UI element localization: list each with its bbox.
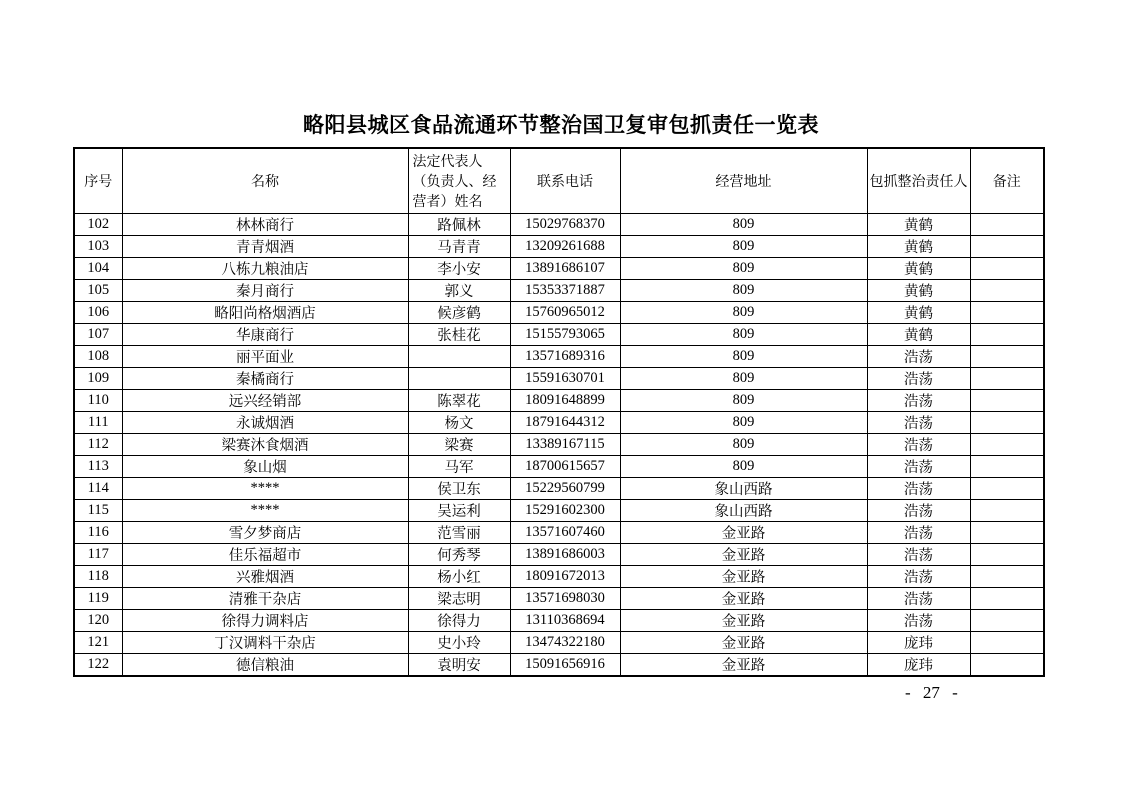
- cell-address: 金亚路: [620, 544, 867, 566]
- cell-responsible: 黄鹤: [867, 236, 970, 258]
- cell-address: 809: [620, 434, 867, 456]
- cell-representative: [408, 346, 510, 368]
- table-row: [74, 566, 1044, 588]
- cell-representative: 李小安: [408, 258, 510, 280]
- cell-phone: 15155793065: [510, 324, 620, 346]
- cell-representative: 袁明安: [408, 654, 510, 677]
- cell-representative: 郭义: [408, 280, 510, 302]
- cell-responsible: 浩荡: [867, 544, 970, 566]
- cell-representative: 路佩林: [408, 214, 510, 236]
- cell-phone: 13209261688: [510, 236, 620, 258]
- cell-representative: 梁赛: [408, 434, 510, 456]
- cell-name: ****: [122, 500, 408, 522]
- cell-name: 秦橘商行: [122, 368, 408, 390]
- cell-phone: 13571607460: [510, 522, 620, 544]
- cell-responsible: 浩荡: [867, 610, 970, 632]
- cell-address: 809: [620, 324, 867, 346]
- cell-representative: 杨文: [408, 412, 510, 434]
- cell-phone: 18091672013: [510, 566, 620, 588]
- cell-address: 809: [620, 390, 867, 412]
- cell-name: 清雅干杂店: [122, 588, 408, 610]
- table-row: [74, 302, 1044, 324]
- cell-address: 金亚路: [620, 654, 867, 677]
- cell-address: 金亚路: [620, 610, 867, 632]
- cell-phone: 18091648899: [510, 390, 620, 412]
- table-row: [74, 500, 1044, 522]
- cell-representative: 何秀琴: [408, 544, 510, 566]
- cell-representative: 史小玲: [408, 632, 510, 654]
- cell-phone: 13891686107: [510, 258, 620, 280]
- cell-name: 青青烟酒: [122, 236, 408, 258]
- cell-remark: [970, 368, 1044, 390]
- cell-representative: 候彦鹤: [408, 302, 510, 324]
- cell-phone: 15591630701: [510, 368, 620, 390]
- cell-index: 108: [74, 346, 122, 368]
- cell-remark: [970, 632, 1044, 654]
- cell-name: 兴雅烟酒: [122, 566, 408, 588]
- cell-remark: [970, 214, 1044, 236]
- cell-name: 德信粮油: [122, 654, 408, 677]
- cell-name: 略阳尚格烟酒店: [122, 302, 408, 324]
- table-row: [74, 258, 1044, 280]
- cell-responsible: 庞玮: [867, 632, 970, 654]
- cell-representative: 马军: [408, 456, 510, 478]
- cell-responsible: 浩荡: [867, 434, 970, 456]
- table-row: [74, 522, 1044, 544]
- cell-name: 永诚烟酒: [122, 412, 408, 434]
- table-row: [74, 610, 1044, 632]
- table-row: [74, 632, 1044, 654]
- cell-representative: 范雪丽: [408, 522, 510, 544]
- cell-index: 118: [74, 566, 122, 588]
- cell-address: 809: [620, 236, 867, 258]
- cell-index: 114: [74, 478, 122, 500]
- cell-phone: 13571698030: [510, 588, 620, 610]
- column-header-phone: 联系电话: [510, 148, 620, 214]
- cell-name: 林林商行: [122, 214, 408, 236]
- cell-responsible: 浩荡: [867, 456, 970, 478]
- cell-responsible: 浩荡: [867, 390, 970, 412]
- table-row: [74, 324, 1044, 346]
- cell-remark: [970, 280, 1044, 302]
- cell-responsible: 黄鹤: [867, 258, 970, 280]
- cell-address: 象山西路: [620, 478, 867, 500]
- cell-index: 109: [74, 368, 122, 390]
- table-row: [74, 390, 1044, 412]
- table-row: [74, 368, 1044, 390]
- cell-representative: 侯卫东: [408, 478, 510, 500]
- cell-remark: [970, 302, 1044, 324]
- cell-remark: [970, 478, 1044, 500]
- cell-remark: [970, 434, 1044, 456]
- cell-representative: 杨小红: [408, 566, 510, 588]
- cell-address: 金亚路: [620, 588, 867, 610]
- cell-remark: [970, 412, 1044, 434]
- cell-remark: [970, 500, 1044, 522]
- cell-index: 107: [74, 324, 122, 346]
- cell-remark: [970, 390, 1044, 412]
- table-row: [74, 214, 1044, 236]
- responsibility-table: [73, 147, 1045, 677]
- column-header-representative: 法定代表人（负责人、经营者）姓名: [408, 148, 510, 214]
- table-row: [74, 280, 1044, 302]
- cell-representative: 马青青: [408, 236, 510, 258]
- cell-address: 金亚路: [620, 566, 867, 588]
- cell-name: 远兴经销部: [122, 390, 408, 412]
- table-row: [74, 236, 1044, 258]
- cell-phone: 15760965012: [510, 302, 620, 324]
- cell-index: 112: [74, 434, 122, 456]
- cell-representative: [408, 368, 510, 390]
- cell-remark: [970, 236, 1044, 258]
- cell-phone: 13571689316: [510, 346, 620, 368]
- cell-responsible: 浩荡: [867, 522, 970, 544]
- cell-address: 809: [620, 346, 867, 368]
- cell-phone: 15229560799: [510, 478, 620, 500]
- cell-name: 梁赛沐食烟酒: [122, 434, 408, 456]
- cell-index: 110: [74, 390, 122, 412]
- column-header-responsible: 包抓整治责任人: [867, 148, 970, 214]
- cell-phone: 18700615657: [510, 456, 620, 478]
- cell-name: 丁汉调料干杂店: [122, 632, 408, 654]
- cell-index: 102: [74, 214, 122, 236]
- cell-index: 104: [74, 258, 122, 280]
- cell-remark: [970, 566, 1044, 588]
- cell-name: 佳乐福超市: [122, 544, 408, 566]
- table-row: [74, 346, 1044, 368]
- cell-responsible: 浩荡: [867, 500, 970, 522]
- cell-responsible: 浩荡: [867, 368, 970, 390]
- table-row: [74, 544, 1044, 566]
- cell-address: 金亚路: [620, 522, 867, 544]
- column-header-name: 名称: [122, 148, 408, 214]
- table-row: [74, 434, 1044, 456]
- cell-phone: 13389167115: [510, 434, 620, 456]
- cell-index: 115: [74, 500, 122, 522]
- column-header-remark: 备注: [970, 148, 1044, 214]
- cell-phone: 15353371887: [510, 280, 620, 302]
- cell-address: 金亚路: [620, 632, 867, 654]
- cell-phone: 13110368694: [510, 610, 620, 632]
- cell-name: ****: [122, 478, 408, 500]
- cell-remark: [970, 258, 1044, 280]
- cell-responsible: 浩荡: [867, 346, 970, 368]
- cell-address: 809: [620, 456, 867, 478]
- cell-index: 105: [74, 280, 122, 302]
- cell-responsible: 庞玮: [867, 654, 970, 677]
- cell-remark: [970, 654, 1044, 677]
- cell-index: 117: [74, 544, 122, 566]
- cell-name: 象山烟: [122, 456, 408, 478]
- cell-address: 809: [620, 368, 867, 390]
- table-row: [74, 478, 1044, 500]
- cell-responsible: 浩荡: [867, 478, 970, 500]
- table-header: [74, 148, 1044, 214]
- table-row: [74, 588, 1044, 610]
- cell-responsible: 黄鹤: [867, 280, 970, 302]
- cell-index: 119: [74, 588, 122, 610]
- cell-address: 809: [620, 302, 867, 324]
- cell-representative: 张桂花: [408, 324, 510, 346]
- cell-index: 122: [74, 654, 122, 677]
- cell-representative: 徐得力: [408, 610, 510, 632]
- cell-name: 华康商行: [122, 324, 408, 346]
- cell-phone: 18791644312: [510, 412, 620, 434]
- table-header-row: [74, 148, 1044, 214]
- cell-remark: [970, 324, 1044, 346]
- cell-remark: [970, 588, 1044, 610]
- cell-responsible: 浩荡: [867, 566, 970, 588]
- cell-phone: 13474322180: [510, 632, 620, 654]
- cell-remark: [970, 522, 1044, 544]
- cell-remark: [970, 346, 1044, 368]
- cell-index: 111: [74, 412, 122, 434]
- cell-address: 象山西路: [620, 500, 867, 522]
- cell-phone: 15291602300: [510, 500, 620, 522]
- cell-responsible: 浩荡: [867, 412, 970, 434]
- cell-responsible: 黄鹤: [867, 214, 970, 236]
- cell-name: 徐得力调料店: [122, 610, 408, 632]
- cell-phone: 15029768370: [510, 214, 620, 236]
- table-row: [74, 412, 1044, 434]
- cell-representative: 吴运利: [408, 500, 510, 522]
- table-row: [74, 654, 1044, 677]
- cell-address: 809: [620, 258, 867, 280]
- cell-remark: [970, 610, 1044, 632]
- cell-name: 雪夕梦商店: [122, 522, 408, 544]
- cell-index: 120: [74, 610, 122, 632]
- cell-responsible: 黄鹤: [867, 302, 970, 324]
- cell-index: 106: [74, 302, 122, 324]
- cell-name: 丽平面业: [122, 346, 408, 368]
- cell-name: 秦月商行: [122, 280, 408, 302]
- cell-address: 809: [620, 280, 867, 302]
- cell-responsible: 浩荡: [867, 588, 970, 610]
- cell-phone: 13891686003: [510, 544, 620, 566]
- table-row: [74, 456, 1044, 478]
- cell-index: 113: [74, 456, 122, 478]
- cell-address: 809: [620, 412, 867, 434]
- table-body: [74, 214, 1044, 677]
- cell-remark: [970, 544, 1044, 566]
- cell-address: 809: [620, 214, 867, 236]
- cell-remark: [970, 456, 1044, 478]
- cell-representative: 梁志明: [408, 588, 510, 610]
- cell-responsible: 黄鹤: [867, 324, 970, 346]
- cell-representative: 陈翠花: [408, 390, 510, 412]
- column-header-address: 经营地址: [620, 148, 867, 214]
- cell-name: 八栋九粮油店: [122, 258, 408, 280]
- cell-index: 121: [74, 632, 122, 654]
- page-title: 略阳县城区食品流通环节整治国卫复审包抓责任一览表: [303, 114, 819, 137]
- cell-index: 103: [74, 236, 122, 258]
- cell-index: 116: [74, 522, 122, 544]
- page-number: - 27 -: [905, 683, 958, 702]
- cell-phone: 15091656916: [510, 654, 620, 677]
- column-header-index: 序号: [74, 148, 122, 214]
